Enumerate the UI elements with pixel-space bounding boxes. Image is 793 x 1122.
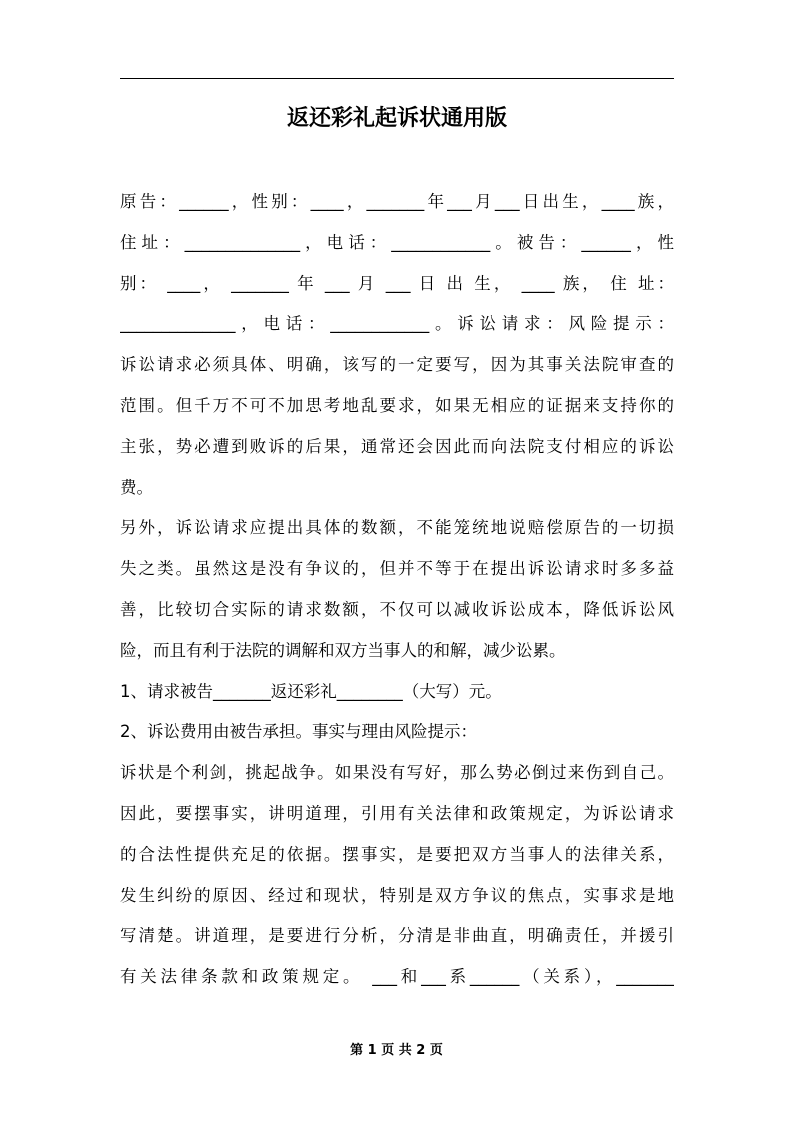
body-line: 险，而且有利于法院的调解和双方当事人的和解，减少讼累。 [120, 640, 566, 660]
body-line: 善，比较切合实际的请求数额，不仅可以减收诉讼成本，降低诉讼风 [120, 599, 674, 619]
body-line: 另外，诉讼请求应提出具体的数额，不能笼统地说赔偿原告的一切损 [120, 518, 674, 538]
body-line: 失之类。虽然这是没有争议的，但并不等于在提出诉讼请求时多多益 [120, 559, 674, 579]
document-title: 返还彩礼起诉状通用版 [286, 106, 507, 131]
body-line: 诉状是个利剑，挑起战争。如果没有写好，那么势必倒过来伤到自己。 [120, 763, 674, 783]
body-line: 主张，势必遭到败诉的后果，通常还会因此而向法院支付相应的诉讼 [120, 436, 674, 456]
body-line: 有关法律条款和政策规定。 ___和___系______（关系），_______ [120, 967, 674, 987]
header-rule [120, 78, 674, 79]
body-line: 费。 [120, 477, 153, 497]
body-line: 2、诉讼费用由被告承担。事实与理由风险提示： [120, 722, 477, 742]
body-line: 因此，要摆事实，讲明道理，引用有关法律和政策规定，为诉讼请求 [120, 803, 674, 823]
body-line: 范围。但千万不可不加思考地乱要求，如果无相应的证据来支持你的 [120, 395, 674, 415]
body-line: ______________，电话：____________。诉讼请求：风险提示： [120, 314, 674, 334]
body-line: 住址：______________，电话：____________。被告：______，性 [120, 232, 674, 252]
document-body [120, 182, 674, 998]
page-number: 第 1 页 共 2 页 [350, 1043, 443, 1058]
body-line: 诉讼请求必须具体、明确，该写的一定要写，因为其事关法院审查的 [120, 355, 674, 375]
body-line: 1、请求被告_______返还彩礼________（大写）元。 [120, 681, 502, 701]
body-line: 原告：______，性别：____，_______年___月___日出生，____族， [120, 192, 674, 211]
body-line: 的合法性提供充足的依据。摆事实，是要把双方当事人的法律关系， [120, 844, 674, 864]
body-line: 发生纠纷的原因、经过和现状，特别是双方争议的焦点，实事求是地 [120, 885, 674, 905]
body-line: 写清楚。讲道理，是要进行分析，分清是非曲直，明确责任，并援引 [120, 926, 674, 946]
body-line: 别： ____， _______ 年 ___ 月 ___ 日 出 生， ____ 族， 住 址： [120, 273, 674, 293]
